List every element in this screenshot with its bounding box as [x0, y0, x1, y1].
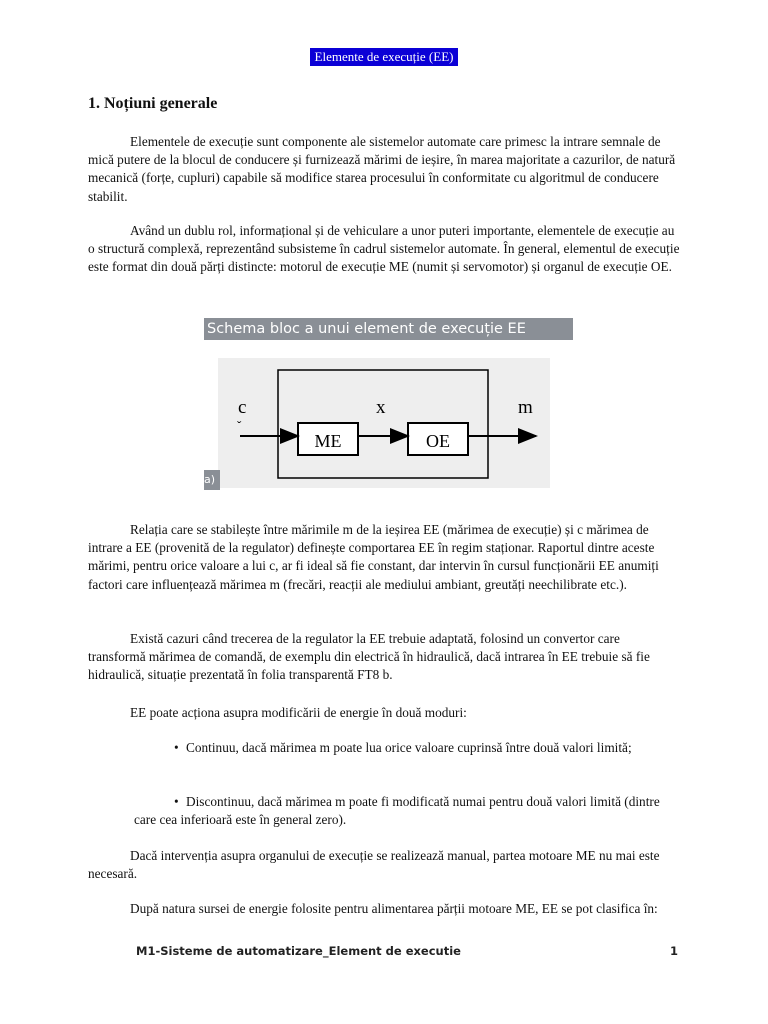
bullet-item-continuous: • Continuu, dacă mărimea m poate lua orice valoare cuprinsă între două valori limită;	[134, 739, 680, 757]
page-footer: M1-Sisteme de automatizare_Element de executie	[136, 944, 461, 958]
intermediate-label: x	[376, 397, 386, 418]
paragraph-6: Dacă intervenția asupra organului de execuție se realizează manual, partea motoare ME nu mai este necesară.	[88, 848, 660, 882]
paragraph-4: Există cazuri când trecerea de la regulator la EE trebuie adaptată, folosind un convertor care transformă mărimea de comandă, de exemplu din electrică în hidraulică, dacă intrarea în EE trebuie să fie hidraulică, situație prezentată în folia transparentă FT8 b.	[88, 631, 650, 683]
document-title: Elemente de execuție (EE)	[310, 48, 459, 66]
oe-block-label: OE	[426, 431, 450, 451]
paragraph-5: EE poate acționa asupra modificării de energie în două moduri:	[130, 705, 467, 720]
input-label: c	[238, 397, 247, 418]
me-block-label: ME	[314, 431, 342, 451]
paragraph-7: După natura sursei de energie folosite pentru alimentarea părții motoare ME, EE se pot clasifica în:	[130, 901, 658, 916]
paragraph-3: Relația care se stabilește între mărimile m de la ieșirea EE (mărimea de execuție) și c mărimea de intrare a EE (provenită de la regulator) definește comportarea EE în regim staționar. Raportul dintre aceste mărimi, pentru orice valoare a lui c, ar fi ideal să fie constant, dar intervin în cursul funcționării EE anumiți factori care influențează mărimea m (frecări, reacții ale mediului ambiant, greutăți neechilibrate etc.).	[88, 522, 659, 592]
bullet-dot: •	[174, 794, 179, 809]
paragraph-2: Având un dublu rol, informațional și de vehiculare a unor puteri importante, elementele de execuție au o structură complexă, reprezentând subsisteme în cadrul sistemelor automate. În general, elementul de execuție este format din două părți distincte: motorul de execuție ME (numit și servomotor) și organul de execuție OE.	[88, 223, 680, 275]
figure-caption: Schema bloc a unui element de execuție EE	[204, 318, 573, 340]
title-container	[0, 48, 768, 66]
bullet-dot: •	[174, 740, 179, 755]
input-mark: ˇ	[237, 418, 242, 433]
paragraph-1: Elementele de execuție sunt componente ale sistemelor automate care primesc la intrare semnale de mică putere de la blocul de conducere și furnizează mărimi de ieșire, în marea majoritate a cazurilor, de natură mecanică (forțe, cupluri) capabile să modifice starea procesului în conformitate cu algoritmul de conducere stabilit.	[88, 134, 676, 204]
diagram-svg	[218, 358, 550, 488]
section-heading: 1. Noțiuni generale	[88, 95, 218, 112]
diagram-panel	[218, 358, 550, 488]
block-diagram-figure	[204, 318, 576, 494]
figure-corner-mark: a)	[204, 470, 220, 490]
page-number: 1	[670, 944, 679, 958]
output-label: m	[518, 397, 533, 418]
bullet-item-discontinuous: • Discontinuu, dacă mărimea m poate fi modificată numai pentru două valori limită (dintre care cea inferioară este în general zero).	[134, 794, 660, 828]
